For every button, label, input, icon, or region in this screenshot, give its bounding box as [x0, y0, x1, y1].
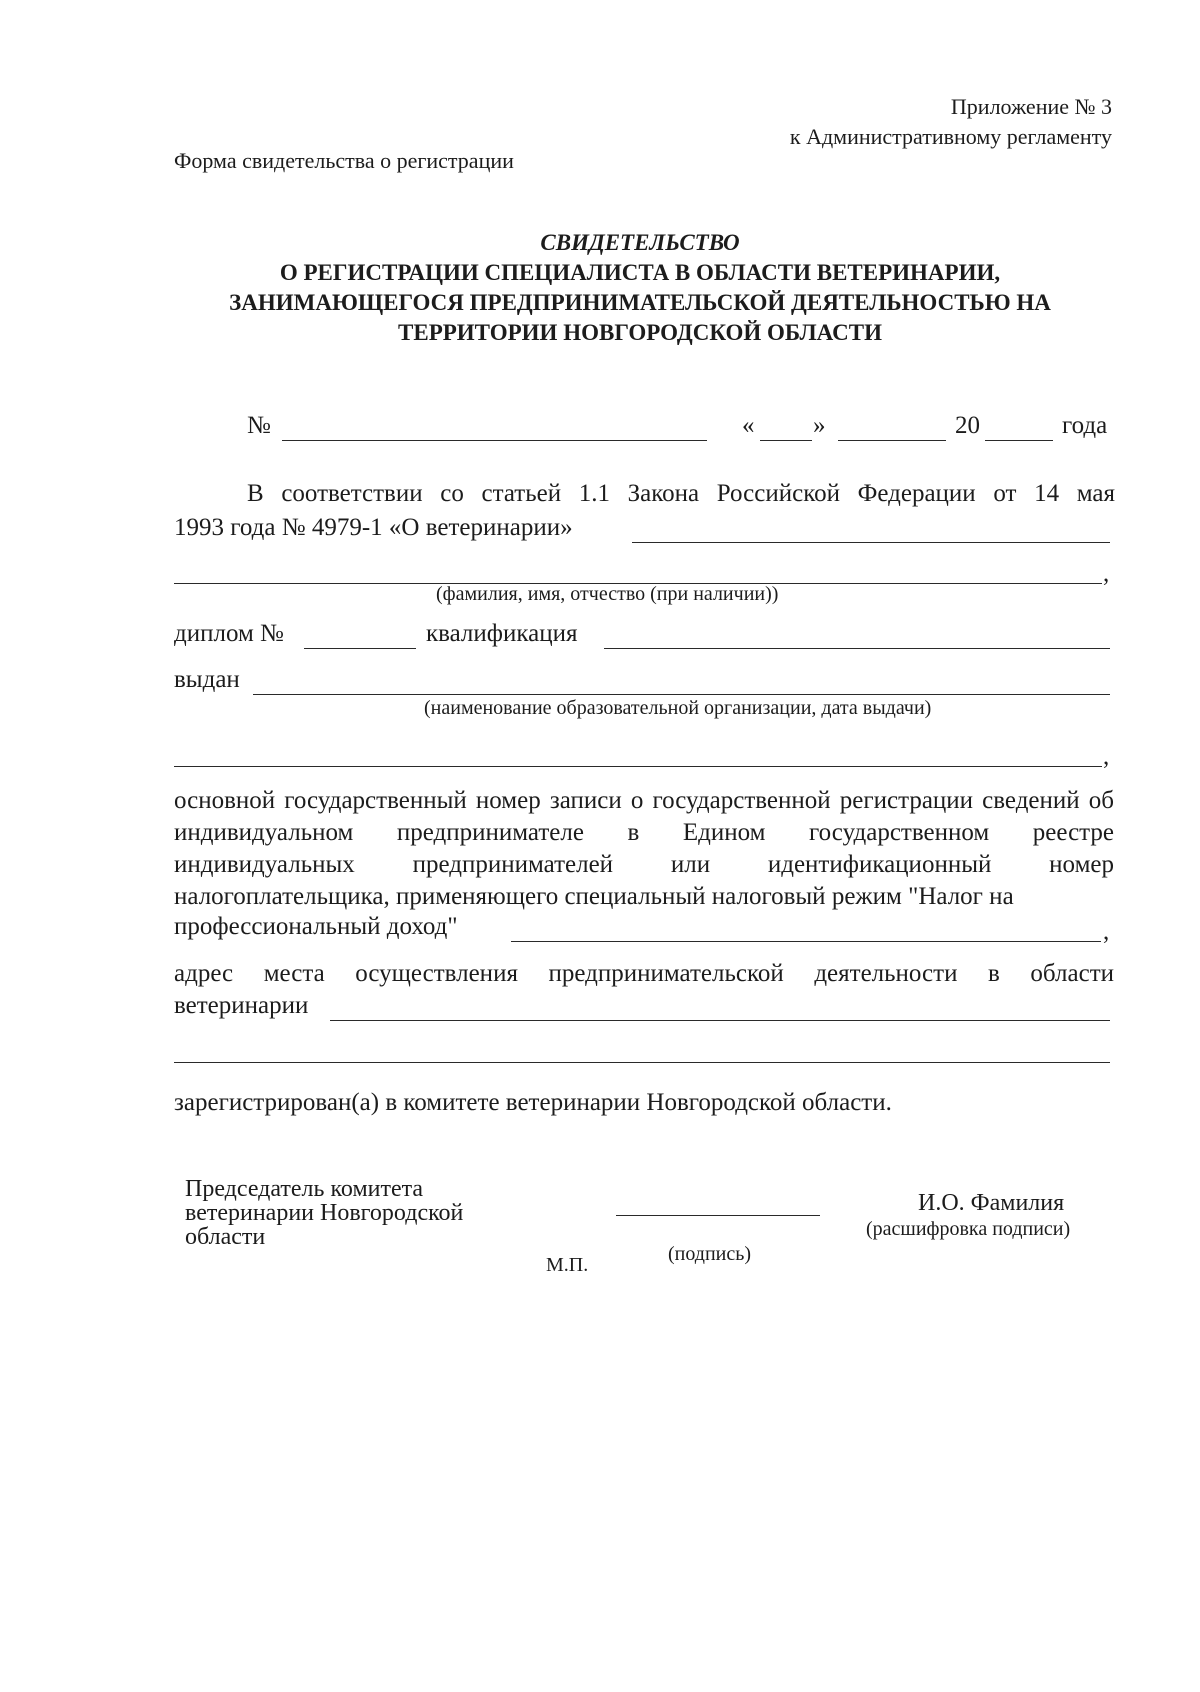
year-word: года — [1062, 412, 1108, 439]
qualification-field[interactable] — [604, 648, 1110, 649]
document-heading — [160, 228, 1120, 348]
appendix-number: Приложение № 3 — [950, 94, 1112, 119]
fio-caption: (фамилия, имя, отчество (при наличии)) — [436, 583, 779, 605]
chairman-line-3: области — [185, 1224, 266, 1250]
heading-title: СВИДЕТЕЛЬСТВО — [540, 230, 740, 255]
number-label: № — [247, 412, 271, 439]
qualification-label: квалификация — [426, 620, 578, 647]
chairman-title — [185, 1177, 463, 1249]
day-field[interactable] — [760, 440, 812, 441]
quote-close: » — [813, 412, 826, 439]
number-field[interactable] — [282, 440, 707, 441]
form-title: Форма свидетельства о регистрации — [174, 148, 514, 173]
chairman-line-1: Председатель комитета — [185, 1176, 424, 1202]
intro-line-1: В соответствии со статьей 1.1 Закона Российской Федерации от 14 мая — [247, 480, 1115, 507]
diploma-label: диплом № — [174, 620, 284, 647]
chairman-line-2: ветеринарии Новгородской — [185, 1200, 464, 1226]
quote-open: « — [742, 412, 755, 439]
signatory-name-caption: (расшифровка подписи) — [866, 1218, 1071, 1240]
ogrn-field[interactable] — [511, 941, 1101, 942]
signatory-name: И.О. Фамилия — [918, 1190, 1065, 1216]
month-field[interactable] — [838, 440, 946, 441]
diploma-number-field[interactable] — [304, 648, 416, 649]
signature-field[interactable] — [616, 1215, 820, 1216]
registered-statement: зарегистрирован(а) в комитете ветеринарии Новгородской области. — [174, 1089, 892, 1116]
heading-line-3: ЗАНИМАЮЩЕГОСЯ ПРЕДПРИНИМАТЕЛЬСКОЙ ДЕЯТЕЛЬНОСТЬЮ НА — [229, 290, 1051, 315]
issued-field[interactable] — [253, 694, 1110, 695]
year-century: 20 — [955, 412, 980, 439]
issued-comma: , — [1103, 743, 1110, 770]
ogrn-last-line: профессиональный доход" — [174, 913, 458, 940]
stamp-label: М.П. — [546, 1254, 589, 1276]
heading-line-2: О РЕГИСТРАЦИИ СПЕЦИАЛИСТА В ОБЛАСТИ ВЕТЕРИНАРИИ, — [279, 260, 1001, 285]
issued-label: выдан — [174, 666, 240, 693]
address-line-2: ветеринарии — [174, 992, 309, 1019]
issued-continuation-field[interactable] — [174, 766, 1102, 767]
ogrn-comma: , — [1103, 918, 1110, 945]
address-line-1: адрес места осуществления предпринимательской деятельности в области — [174, 960, 1114, 987]
heading-line-4: ТЕРРИТОРИИ НОВГОРОДСКОЙ ОБЛАСТИ — [398, 320, 882, 345]
issued-caption: (наименование образовательной организации, дата выдачи) — [424, 697, 932, 719]
ogrn-paragraph: основной государственный номер записи о государственной регистрации сведений об индивидуальном предпринимателе в Едином государственном реестре индивидуальных предпринимателей или идентификационный номер налогоплательщика, применяющего специальный налоговый режим "Налог на — [174, 787, 1114, 910]
year-field[interactable] — [985, 440, 1053, 441]
fio-comma: , — [1103, 560, 1110, 587]
appendix-regulation: к Административному регламенту — [789, 124, 1112, 149]
appendix-header — [790, 92, 1112, 152]
signature-caption: (подпись) — [668, 1243, 752, 1265]
address-field[interactable] — [330, 1020, 1110, 1021]
intro-field[interactable] — [632, 542, 1110, 543]
intro-line-2: 1993 года № 4979-1 «О ветеринарии» — [174, 514, 573, 541]
address-continuation-field[interactable] — [174, 1062, 1110, 1063]
